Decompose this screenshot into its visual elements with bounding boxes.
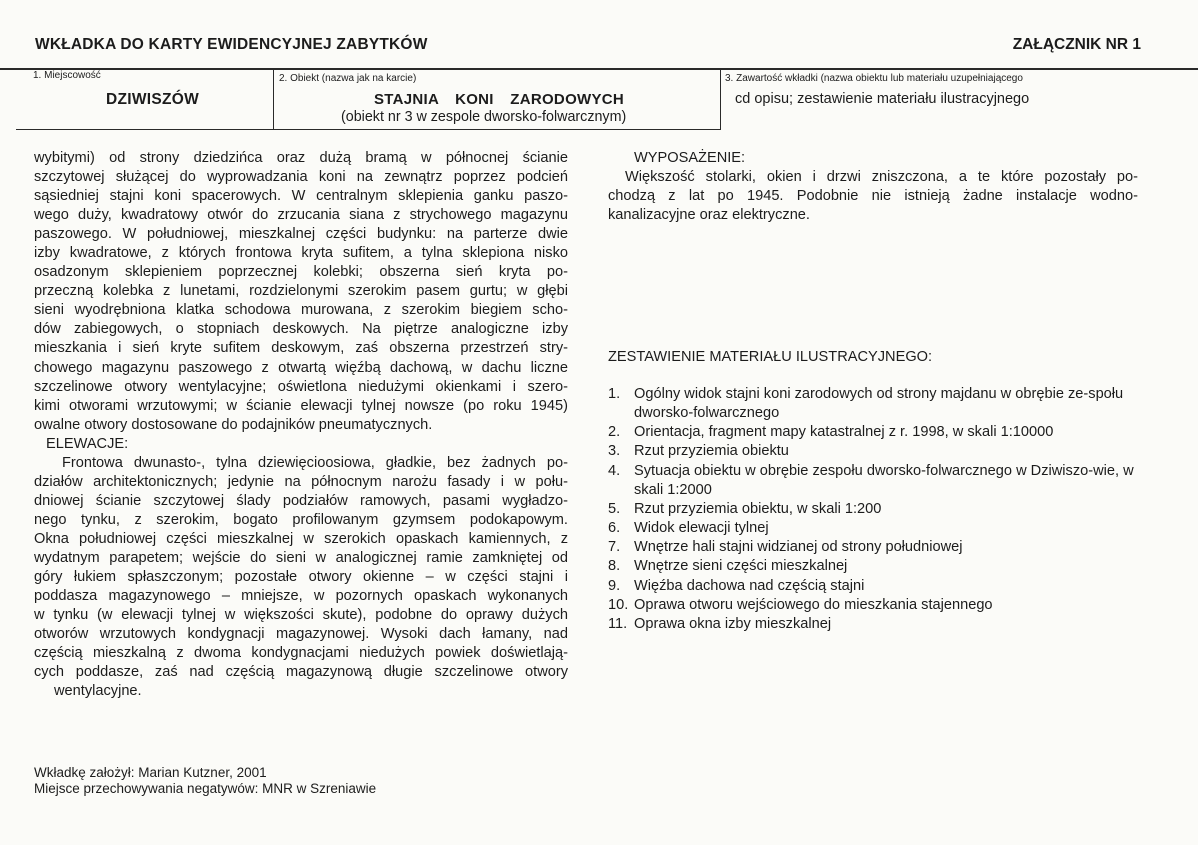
equipment-line: kanalizacyjne oraz elektryczne. <box>608 207 810 224</box>
negatives-line: Miejsce przechowywania negatywów: MNR w Szreniawie <box>34 781 377 796</box>
list-item <box>608 385 1138 423</box>
list-item-text: Oprawa otworu wejściowego do mieszkania stajennego <box>634 596 993 613</box>
text-line: poddasza magazynowego – mniejsze, w pozornych opaskach wykonanych <box>34 588 568 605</box>
text-line: wego duży, kwadratowy otwór do zrzucania siana z strychowego magazynu <box>34 207 568 224</box>
text-line: sąsiedniej stajni koni spacerowych. W centralnym sklepienia ganku paszo- <box>34 188 568 205</box>
field-divider <box>720 68 721 130</box>
list-item-number: 11. <box>608 615 628 632</box>
content-label: 3. Zawartość wkładki (nazwa obiektu lub materiału uzupełniającego <box>725 73 1023 84</box>
text-line: dów zabiegowych, o stopniach deskowych. Na piętrze analogiczne izby <box>34 321 568 338</box>
list-item-text: Więźba dachowa nad częścią stajni <box>634 577 865 594</box>
text-line: chowego magazynu paszowego z otwartą więźbą dachową, w dachu liczne <box>34 359 568 376</box>
list-item-text: wie, w skali 1:2000 <box>634 462 1134 498</box>
object-label: 2. Obiekt (nazwa jak na karcie) <box>279 73 417 84</box>
list-item <box>608 500 1138 519</box>
text-line: przeczną kolebka z lunetami, rozdzielonymi szerokim pasem gurtu; w głębi <box>34 283 568 300</box>
location-value: DZIWISZÓW <box>106 91 200 108</box>
list-item-number: 1. <box>608 386 621 402</box>
object-value: STAJNIA KONI ZARODOWYCH <box>374 91 625 108</box>
text-line: szczelinowe otwory wentylacyjne; oświetlona niedużymi okienkami i szero- <box>34 378 568 395</box>
footer <box>34 765 376 797</box>
text-line: mieszkania i sień kryte sufitem deskowym, zaś obszerna przestrzeń stry- <box>34 340 568 357</box>
text-line: góry łukiem spłaszczonym; pozostałe otwory okienne – w części stajni i <box>34 569 568 586</box>
list-item-text: Ogólny widok stajni koni zarodowych od strony majdanu w obrębie ze- <box>634 386 1089 402</box>
field-bottom-rule <box>16 129 273 130</box>
author-line: Wkładkę założył: Marian Kutzner, 2001 <box>34 765 267 780</box>
equipment-heading: WYPOSAŻENIE: <box>634 150 746 166</box>
text-line: osadzonym sklepieniem poprzecznej kolebki; obszerna sień kryta po- <box>34 264 568 281</box>
text-line: otworów wrzutowych kondygnacji magazynowej. Wysoki dach łamany, nad <box>34 626 568 643</box>
list-item <box>608 596 1138 615</box>
list-item <box>608 577 1138 596</box>
text-line: cych poddasze, zaś nad częścią magazynową długie szczelinowe otwory <box>34 664 568 681</box>
text-line: w tynku (w elewacji tylnej w większości skute), podobne do oprawy dużych <box>34 607 568 624</box>
text-line: nego tynku, z szerokim, bogato profilowanym gzymsem podokapowym. <box>34 511 568 528</box>
list-item-text: Wnętrze sieni części mieszkalnej <box>634 558 848 575</box>
list-item-text: Rzut przyziemia obiektu, w skali 1:200 <box>634 500 882 517</box>
text-line: sieni wyodrębniona klatka schodowa murowana, z szerokim biegiem scho- <box>34 302 568 319</box>
list-item-number: 7. <box>608 539 621 556</box>
field-bottom-rule <box>274 129 721 130</box>
list-item-number: 6. <box>608 520 621 537</box>
list-item-text: Widok elewacji tylnej <box>634 520 769 537</box>
attachment-label: ZAŁĄCZNIK NR 1 <box>1012 36 1141 53</box>
list-item <box>608 615 1138 634</box>
equipment-line: Większość stolarki, okien i drzwi zniszczona, a te które pozostały po- <box>625 169 1138 186</box>
text-line: paszowego. W południowej, mieszkalnej części budynku: na parterze dwie <box>34 226 568 243</box>
text-line: kimi otworami wrzutowymi; w ścianie elewacji tylnej nowsze (po roku 1945) <box>34 397 568 414</box>
text-line: wydatnym parapetem; wejście do sieni w analogicznej ramie zamkniętej od <box>34 549 568 566</box>
list-item-number: 4. <box>608 462 621 479</box>
equipment-line: chodzą z lat po 1945. Podobnie nie istnieją żadne instalacje wodno- <box>608 188 1138 205</box>
field-divider <box>273 68 274 130</box>
text-line: wybitymi) od strony dziedzińca oraz dużą bramą w północnej ścianie <box>34 150 568 166</box>
list-item-text: Oprawa okna izby mieszkalnej <box>634 615 832 632</box>
list-item <box>608 557 1138 576</box>
list-item-text: Orientacja, fragment mapy katastralnej z r. 1998, w skali 1:10000 <box>634 424 1054 441</box>
header-rule <box>0 68 1198 70</box>
list-item <box>608 519 1138 538</box>
text-line: szczytowej służącej do wyprowadzania koni na zewnątrz poprzez podcień <box>34 169 568 186</box>
list-item-number: 3. <box>608 443 621 460</box>
list-item <box>608 442 1138 461</box>
location-label: 1. Miejscowość <box>33 70 101 81</box>
list-item-number: 9. <box>608 577 621 594</box>
text-line: Okna południowej części mieszkalnej w szerokich opaskach kamiennych, z <box>34 530 568 547</box>
list-item <box>608 423 1138 442</box>
text-line: ELEWACJE: <box>46 435 129 452</box>
list-item-number: 5. <box>608 500 621 517</box>
list-item-number: 10. <box>608 596 629 613</box>
text-line: owalne otwory dostosowane do podajników pneumatycznych. <box>34 416 433 433</box>
text-line: dniowej ścianie szczytowej ślady podziałów ramowych, pasami wygładzo- <box>34 492 568 509</box>
text-line: częścią mieszkalną z dwoma kondygnacjami niedużych powiek doświetlają- <box>34 645 568 662</box>
list-item-text: Rzut przyziemia obiektu <box>634 443 789 460</box>
list-heading: ZESTAWIENIE MATERIAŁU ILUSTRACYJNEGO: <box>608 349 933 365</box>
content-value: cd opisu; zestawienie materiału ilustracyjnego <box>735 91 1030 107</box>
list-item <box>608 462 1138 500</box>
form-title: WKŁADKA DO KARTY EWIDENCYJNEJ ZABYTKÓW <box>35 36 428 53</box>
text-line: wentylacyjne. <box>54 683 142 700</box>
text-line: izby kwadratowe, z których frontowa kryta sufitem, a tylna sklepiona nisko <box>34 245 568 262</box>
text-line: działów architektonicznych; jedynie na północnym narożu fasady i w połu- <box>34 473 568 490</box>
list-item-number: 8. <box>608 558 621 575</box>
object-note: (obiekt nr 3 w zespole dworsko-folwarcznym) <box>341 109 627 125</box>
list-item-text: Sytuacja obiektu w obrębie zespołu dworsko-folwarcznego w Dziwiszo- <box>634 462 1094 479</box>
equipment-section <box>608 149 1138 225</box>
text-line: Frontowa dwunasto-, tylna dziewięcioosiowa, gładkie, bez żadnych po- <box>62 454 568 471</box>
list-item-number: 2. <box>608 424 621 441</box>
illustration-list <box>608 349 1138 634</box>
list-item-text: Wnętrze hali stajni widzianej od strony południowej <box>634 539 963 556</box>
description-column <box>34 149 568 701</box>
list-item-text: społu dworsko-folwarcznego <box>634 386 1124 422</box>
list-item <box>608 538 1138 557</box>
